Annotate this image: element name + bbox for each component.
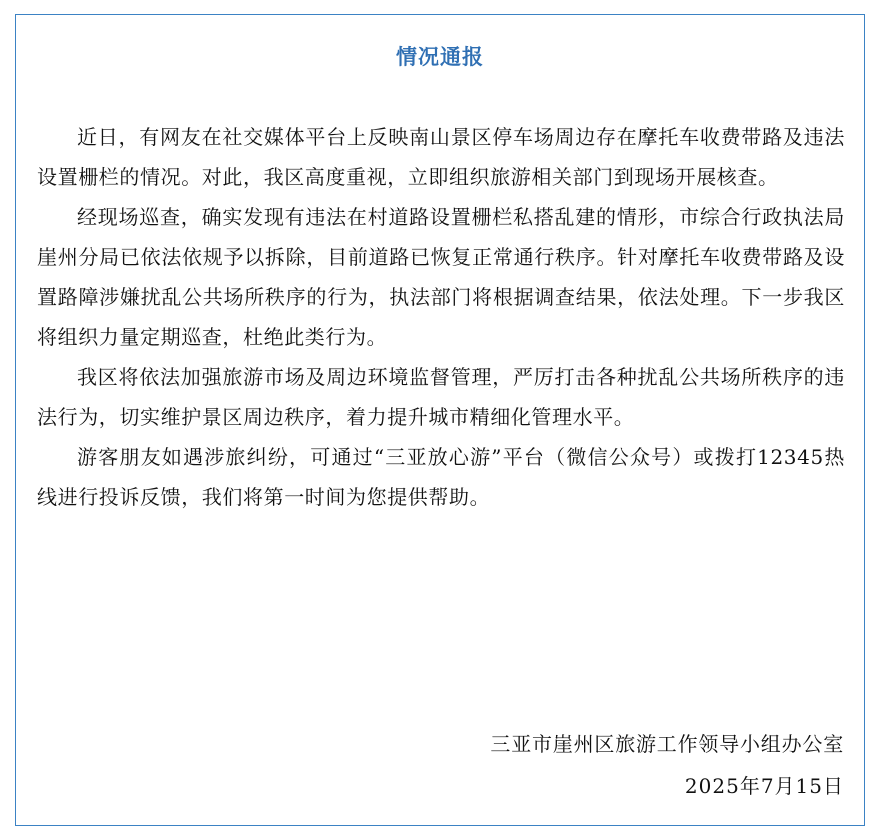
notice-body	[37, 117, 845, 517]
signature-date: 2025年7月15日	[684, 774, 844, 798]
notice-title: 情况通报	[396, 45, 484, 69]
paragraph-1: 近日，有网友在社交媒体平台上反映南山景区停车场周边存在摩托车收费带路及违法设置栅栏的情况。对此，我区高度重视，立即组织旅游相关部门到现场开展核查。	[37, 125, 845, 189]
paragraph-4: 游客朋友如遇涉旅纠纷，可通过“三亚放心游”平台（微信公众号）或拨打12345热线进行投诉反馈，我们将第一时间为您提供帮助。	[37, 445, 845, 509]
paragraph-2: 经现场巡查，确实发现有违法在村道路设置栅栏私搭乱建的情形，市综合行政执法局崖州分局已依法依规予以拆除，目前道路已恢复正常通行秩序。针对摩托车收费带路及设置路障涉嫌扰乱公共场所秩序的行为，执法部门将根据调查结果，依法处理。下一步我区将组织力量定期巡查，杜绝此类行为。	[37, 205, 845, 349]
paragraph-3: 我区将依法加强旅游市场及周边环境监督管理，严厉打击各种扰乱公共场所秩序的违法行为，切实维护景区周边秩序，着力提升城市精细化管理水平。	[37, 365, 845, 429]
signature-organization: 三亚市崖州区旅游工作领导小组办公室	[490, 732, 844, 756]
